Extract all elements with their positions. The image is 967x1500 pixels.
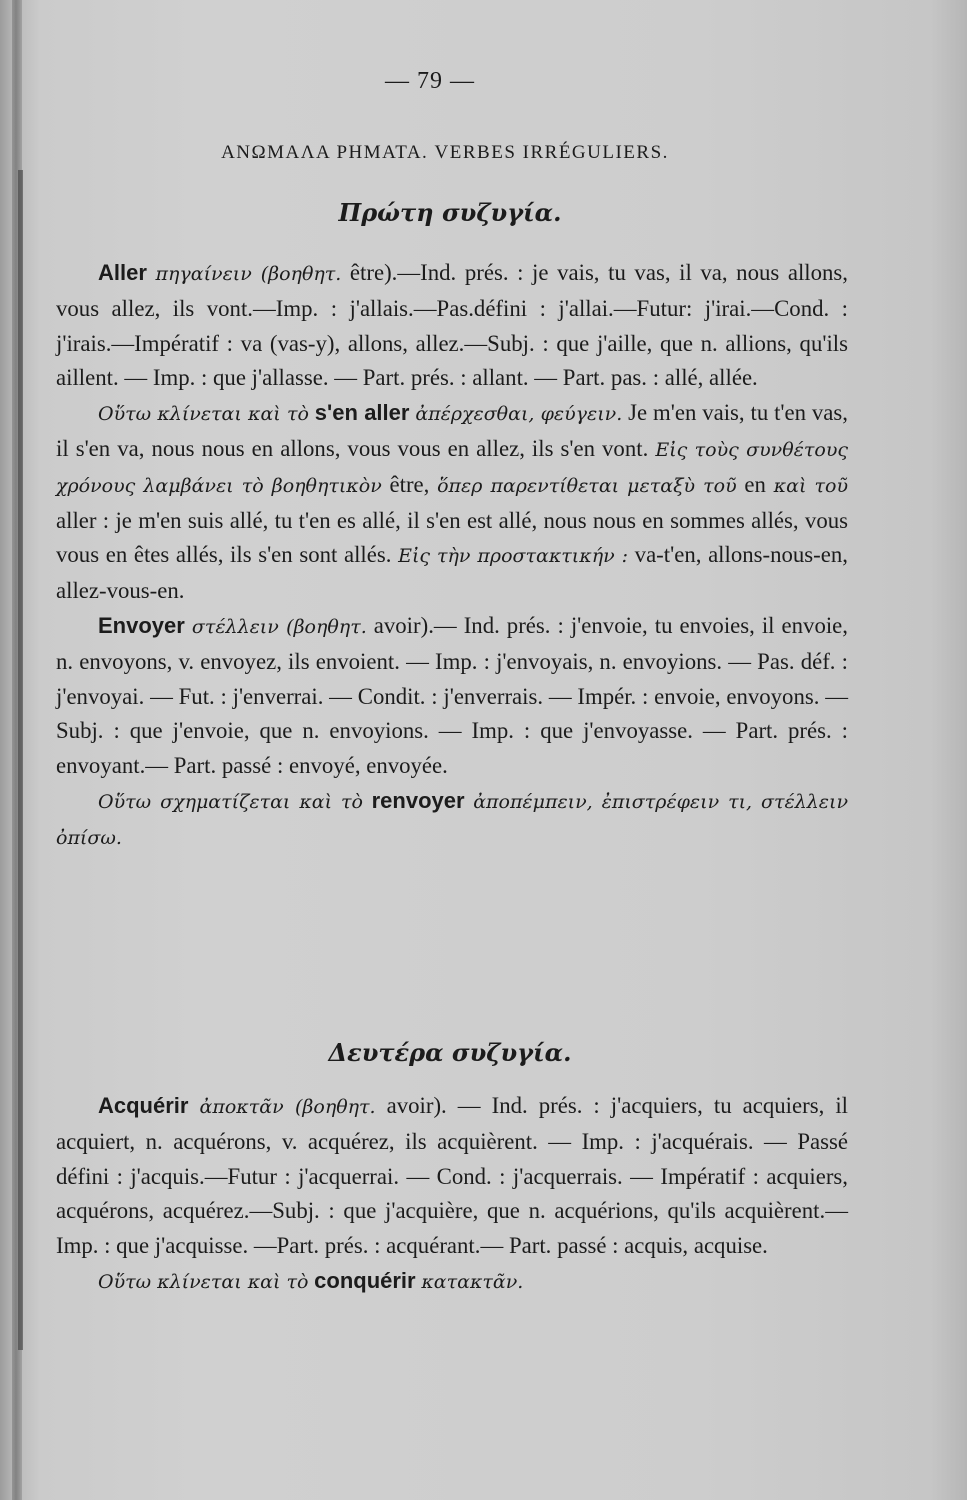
greek-note-placement: ὅπερ παρεντίθεται μεταξὺ τοῦ (437, 474, 737, 497)
page-gutter-line (18, 170, 23, 1350)
greek-note-and: καὶ τοῦ (773, 474, 848, 497)
paragraph-renvoyer (56, 784, 848, 856)
paragraph-aller (56, 256, 848, 396)
greek-intro-conquerir: Οὕτω κλίνεται καὶ τὸ (98, 1270, 309, 1293)
verb-acquerir: Acquérir (98, 1093, 189, 1118)
conjugation-sen-aller-4: aller : je m'en suis allé, tu t'en es allé, il s'en est allé, nous nous en sommes allés, vous vous en êtes allés, ils s'en sont allés. (56, 507, 848, 568)
running-header: ΑΝΩΜΑΛΑ ΡΗΜΑΤΑ. VERBES IRRÉGULIERS. (221, 142, 669, 163)
greek-note-compound-tenses: Εἰς τοὺς συνθέτους χρόνους λαμβάνει τὸ βοηθητικὸν (56, 438, 849, 497)
greek-gloss-conquerir: κατακτᾶν. (421, 1270, 524, 1293)
greek-intro-sen-aller: Οὕτω κλίνεται καὶ τὸ (98, 403, 309, 426)
verb-renvoyer: renvoyer (371, 787, 465, 813)
conjugation-sen-aller-3: en (736, 471, 774, 497)
verb-sen-aller: s'en aller (314, 400, 410, 426)
conjugation-acquerir: avoir). — Ind. prés. : j'acquiers, tu acquiers, il acquiert, n. acquérons, v. acquérez, ils acquièrent. — Imp. : j'acquérais. — Passé défini : j'acquis.—Futur : j'acquerrai. — Cond. : j'acquerrais. — Impératif : acquiers, acquérons, acquérez.—Subj. : que j'acquière, que n. acquérions, qu'ils acquièrent.—Imp. : que j'acquisse. —Part. prés. : acquérant.— Part. passé : acquis, acquise. (56, 1093, 848, 1259)
greek-note-imperative: Εἰς τὴν προστακτικήν : (398, 545, 629, 568)
section-title-second-conjugation: Δευτέρα συζυγία. (328, 1038, 572, 1067)
paragraph-envoyer (56, 609, 848, 784)
paragraph-acquerir (56, 1089, 848, 1264)
greek-gloss-envoyer: στέλλειν (βοηθητ. (191, 615, 367, 638)
conjugation-sen-aller-5: va-t'en, allons-nous-en, allez-vous-en. (56, 542, 848, 604)
greek-gloss-renvoyer: ἀποπέμπειν, ἐπιστρέφειν τι, στέλλειν ὀπίσω. (56, 790, 849, 849)
second-conjugation-text (56, 1089, 848, 1300)
greek-intro-renvoyer: Οὕτω σχηματίζεται καὶ τὸ (98, 790, 363, 813)
conjugation-aller: être).—Ind. prés. : je vais, tu vas, il va, nous allons, vous allez, ils vont.—Imp. : j'allais.—Pas.défini : j'allai.—Futur: j'irai.—Cond. : j'irais.—Impératif : va (vas-y), allons, allez.—Subj. : que j'aille, que n. allions, qu'ils aillent. — Imp. : que j'allasse. — Part. prés. : allant. — Part. pas. : allé, allée. (56, 260, 849, 391)
conjugation-sen-aller-2: être, (381, 471, 438, 497)
verb-envoyer: Envoyer (98, 612, 185, 638)
greek-gloss-acquerir: ἀποκτᾶν (βοηθητ. (199, 1096, 376, 1118)
verb-aller: Aller (98, 260, 147, 285)
first-conjugation-text (56, 256, 848, 856)
conjugation-envoyer: avoir).— Ind. prés. : j'envoie, tu envoies, il envoie, n. envoyons, v. envoyez, ils envoient. — Imp. : j'envoyais, n. envoyions. — Pas. déf. : j'envoyai. — Fut. : j'enverrai. — Condit. : j'enverrais. — Impér. : envoie, envoyons. — Subj. : que j'envoie, que n. envoyions. — Imp. : que j'envoyasse. — Part. prés. : envoyant.— Part. passé : envoyé, envoyée. (56, 612, 848, 779)
paragraph-conquerir (56, 1264, 848, 1300)
page-number: — 79 — (385, 68, 475, 94)
paragraph-sen-aller (56, 396, 848, 609)
verb-conquerir: conquérir (314, 1267, 416, 1293)
conjugation-sen-aller-1: Je m'en vais, tu t'en vas, il s'en va, nous nous en allons, vous vous en allez, ils s'en vont. (56, 400, 848, 461)
section-title-first-conjugation: Πρώτη συζυγία. (338, 198, 562, 227)
greek-gloss-sen-aller: ἀπέρχεσθαι, φεύγειν. (415, 403, 623, 426)
greek-gloss-aller: πηγαίνειν (βοηθητ. (155, 263, 342, 285)
